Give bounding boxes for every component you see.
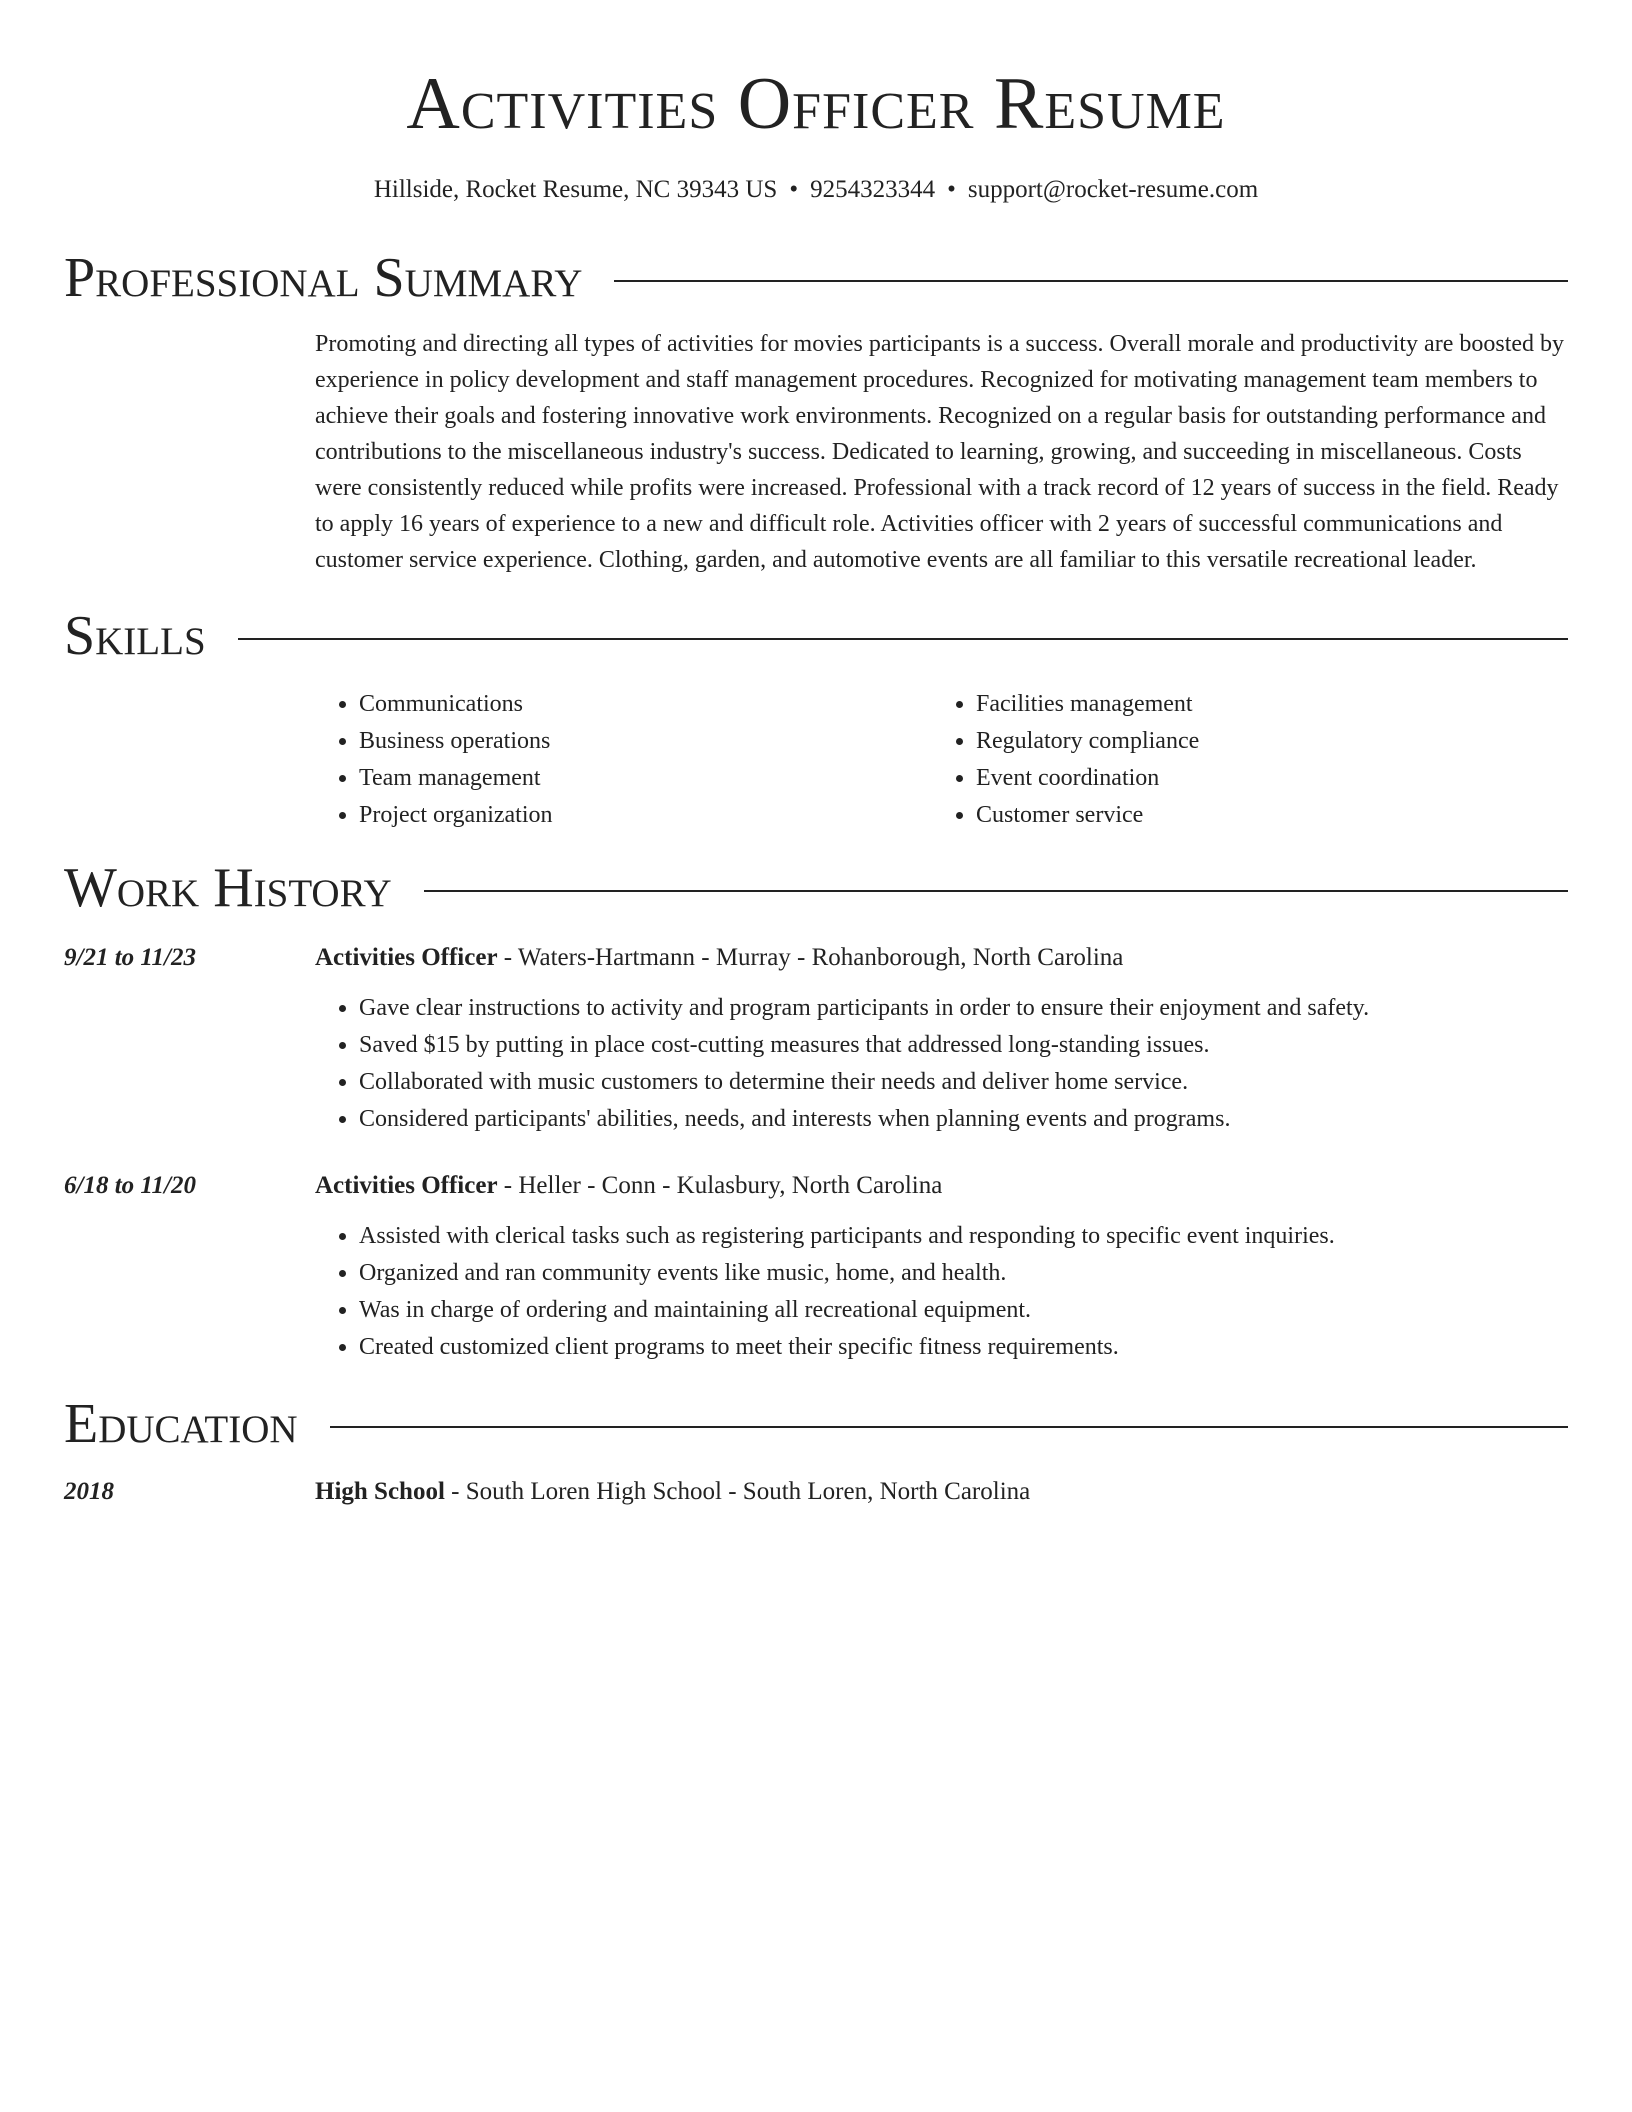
skill-item: • Regulatory compliance [976, 723, 1549, 760]
education-line [315, 1474, 1030, 1510]
contact-phone: 9254323344 [810, 176, 936, 203]
job-dates: 6/18 to 11/20 [64, 1172, 196, 1199]
section-divider [330, 1426, 1568, 1428]
education-section-header [64, 1392, 1568, 1456]
job-dates: 9/21 to 11/23 [64, 944, 196, 971]
education-entry [64, 1474, 1568, 1510]
job-position: Activities Officer [315, 1172, 498, 1199]
job-bullet: • Assisted with clerical tasks such as registering participants and responding to specific event inquiries. [359, 1218, 1568, 1255]
education-degree: High School [315, 1478, 445, 1505]
summary-heading: Professional Summary [64, 247, 583, 309]
skills-section-header [64, 604, 1568, 668]
skills-list [315, 686, 1568, 834]
resume-page [64, 0, 1568, 1510]
job-bullet: • Created customized client programs to meet their specific fitness requirements. [359, 1329, 1568, 1366]
skills-column-right [932, 686, 1549, 834]
education-heading: Education [64, 1393, 298, 1455]
job-bullets [315, 990, 1568, 1138]
job-title-line [315, 940, 1568, 976]
work-section-header [64, 856, 1568, 920]
skill-item: • Customer service [976, 797, 1549, 834]
job-bullets [315, 1218, 1568, 1366]
job-body [315, 940, 1568, 1138]
contact-email: support@rocket-resume.com [967, 176, 1259, 203]
job-bullet: • Saved $15 by putting in place cost-cutting measures that addressed long-standing issues. [359, 1027, 1568, 1064]
skill-item: • Event coordination [976, 760, 1549, 797]
job-body [315, 1168, 1568, 1366]
section-divider [238, 638, 1568, 640]
skill-item: • Team management [359, 760, 932, 797]
job-title-line [315, 1168, 1568, 1204]
section-divider [424, 890, 1568, 892]
section-divider [614, 280, 1568, 282]
job-employer: - Waters-Hartmann - Murray - Rohanborough, North Carolina [497, 944, 1124, 971]
contact-separator: • [789, 176, 799, 203]
education-school: - South Loren High School - South Loren, North Carolina [444, 1478, 1031, 1505]
job-bullet: • Organized and ran community events like music, home, and health. [359, 1255, 1568, 1292]
job-bullet: • Gave clear instructions to activity and program participants in order to ensure their enjoyment and safety. [359, 990, 1568, 1027]
skills-column-left [315, 686, 932, 834]
summary-section-header [64, 246, 1568, 310]
skill-item: • Project organization [359, 797, 932, 834]
skills-heading: Skills [64, 605, 206, 667]
work-heading: Work History [64, 857, 392, 919]
job-bullet: • Considered participants' abilities, needs, and interests when planning events and programs. [359, 1101, 1568, 1138]
education-year: 2018 [64, 1478, 114, 1505]
skill-item: • Communications [359, 686, 932, 723]
skill-item: • Facilities management [976, 686, 1549, 723]
job-entry [64, 1168, 1568, 1366]
job-bullet: • Collaborated with music customers to determine their needs and deliver home service. [359, 1064, 1568, 1101]
job-entry [64, 940, 1568, 1138]
job-employer: - Heller - Conn - Kulasbury, North Carolina [497, 1172, 943, 1199]
summary-text: Promoting and directing all types of activities for movies participants is a success. Overall morale and productivity are boosted by experience in policy development and staff management procedures. Recognized for motivating management team members to achieve their goals and fostering innovative work environments. Recognized on a regular basis for outstanding performance and contributions to the miscellaneous industry's success. Dedicated to learning, growing, and succeeding in miscellaneous. Costs were consistently reduced while profits were increased. Professional with a track record of 12 years of success in the field. Ready to apply 16 years of experience to a new and difficult role. Activities officer with 2 years of successful communications and customer service experience. Clothing, garden, and automotive events are all familiar to this versatile recreational leader. [315, 331, 1565, 573]
job-position: Activities Officer [315, 944, 498, 971]
resume-title: Activities Officer Resume [406, 63, 1226, 145]
skill-item: • Business operations [359, 723, 932, 760]
contact-line [64, 172, 1568, 208]
job-bullet: • Was in charge of ordering and maintaining all recreational equipment. [359, 1292, 1568, 1329]
contact-address: Hillside, Rocket Resume, NC 39343 US [373, 176, 778, 203]
contact-separator: • [947, 176, 956, 203]
